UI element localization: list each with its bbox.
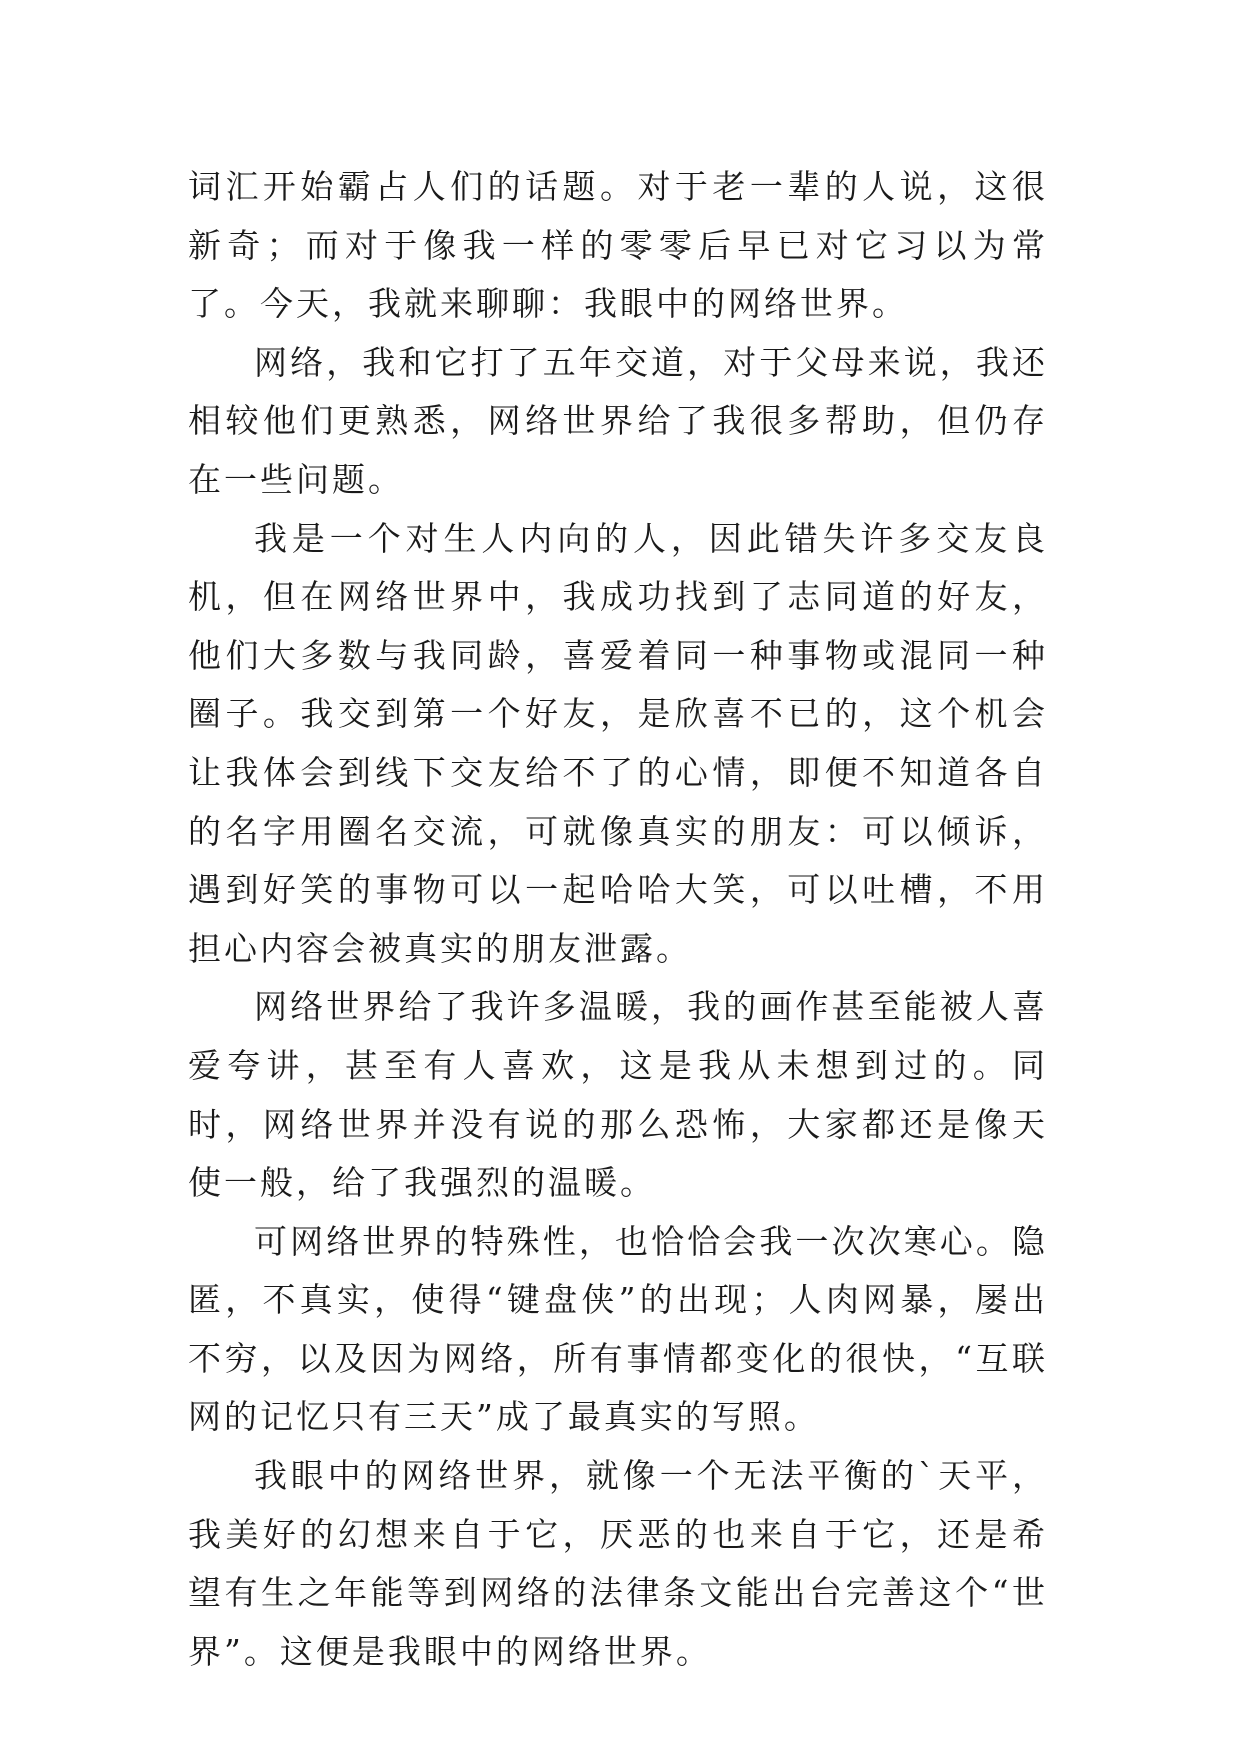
essay-body	[188, 158, 1048, 1681]
paragraph-4: 网络世界给了我许多温暖，我的画作甚至能被人喜爱夸讲，甚至有人喜欢，这是我从未想到过的。同时，网络世界并没有说的那么恐怖，大家都还是像天使一般，给了我强烈的温暖。	[188, 987, 1048, 1203]
paragraph-3: 我是一个对生人内向的人，因此错失许多交友良机，但在网络世界中，我成功找到了志同道的好友，他们大多数与我同龄，喜爱着同一种事物或混同一种圈子。我交到第一个好友，是欣喜不已的，这个机会让我体会到线下交友给不了的心情，即便不知道各自的名字用圈名交流，可就像真实的朋友：可以倾诉，遇到好笑的事物可以一起哈哈大笑，可以吐槽，不用担心内容会被真实的朋友泄露。	[188, 518, 1048, 968]
paragraph-5: 可网络世界的特殊性，也恰恰会我一次次寒心。隐匿，不真实，使得“键盘侠”的出现；人肉网暴，屡出不穷，以及因为网络，所有事情都变化的很快，“互联网的记忆只有三天”成了最真实的写照。	[188, 1221, 1048, 1437]
paragraph-2: 网络，我和它打了五年交道，对于父母来说，我还相较他们更熟悉，网络世界给了我很多帮助，但仍存在一些问题。	[188, 342, 1048, 499]
paragraph-1: 词汇开始霸占人们的话题。对于老一辈的人说，这很新奇；而对于像我一样的零零后早已对它习以为常了。今天，我就来聊聊：我眼中的网络世界。	[188, 167, 1048, 324]
paragraph-6: 我眼中的网络世界，就像一个无法平衡的`天平，我美好的幻想来自于它，厌恶的也来自于它，还是希望有生之年能等到网络的法律条文能出台完善这个“世界”。这便是我眼中的网络世界。	[188, 1456, 1048, 1671]
